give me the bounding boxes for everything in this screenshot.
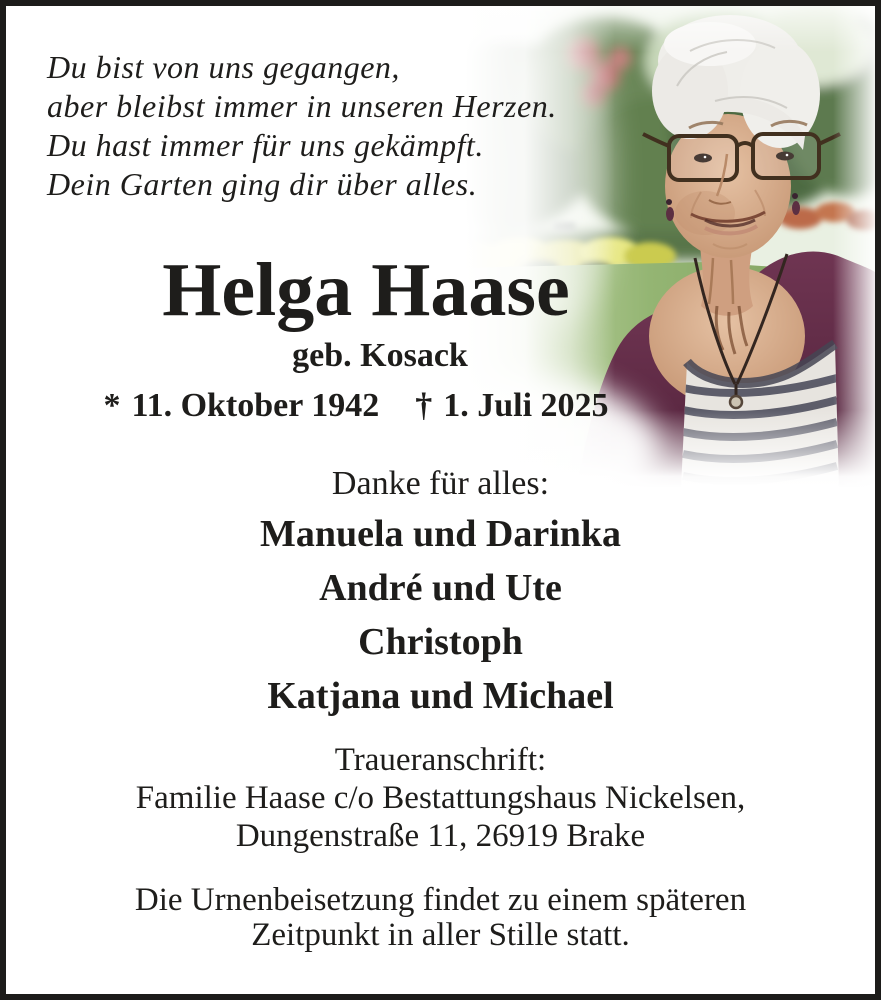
poem-line: aber bleibst immer in unseren Herzen. [47,88,557,124]
mourning-address-line: Dungenstraße 11, 26919 Brake [235,818,646,854]
thanks-name-row: André und Ute [319,567,562,609]
burial-notice-line: Die Urnenbeisetzung findet zu einem späteren [134,882,747,918]
poem-line: Du bist von uns gegangen, [47,49,400,85]
poem-line: Dein Garten ging dir über alles. [47,166,478,202]
maiden-name: geb. Kosack [292,337,468,374]
burial-notice-line: Zeitpunkt in aller Stille statt. [251,917,630,953]
farewell-poem [47,48,557,204]
life-dates [6,389,706,423]
thanks-name-row: Katjana und Michael [267,675,614,717]
poem-line: Du hast immer für uns gekämpft. [47,127,484,163]
birth-entry [103,389,379,423]
death-cross-icon: † [415,387,433,424]
mourning-address-line: Familie Haase c/o Bestattungshaus Nickelsen, [135,780,746,816]
mourning-address-label: Traueranschrift: [334,742,547,778]
birth-star-icon: * [103,387,121,424]
thanks-name-row: Christoph [358,621,523,663]
deceased-name: Helga Haase [162,248,570,332]
thanks-name-row: Manuela und Darinka [259,513,622,555]
death-date: 1. Juli 2025 [443,387,609,424]
thanks-intro: Danke für alles: [331,465,550,502]
death-entry [415,389,608,423]
birth-date: 11. Oktober 1942 [131,387,380,424]
